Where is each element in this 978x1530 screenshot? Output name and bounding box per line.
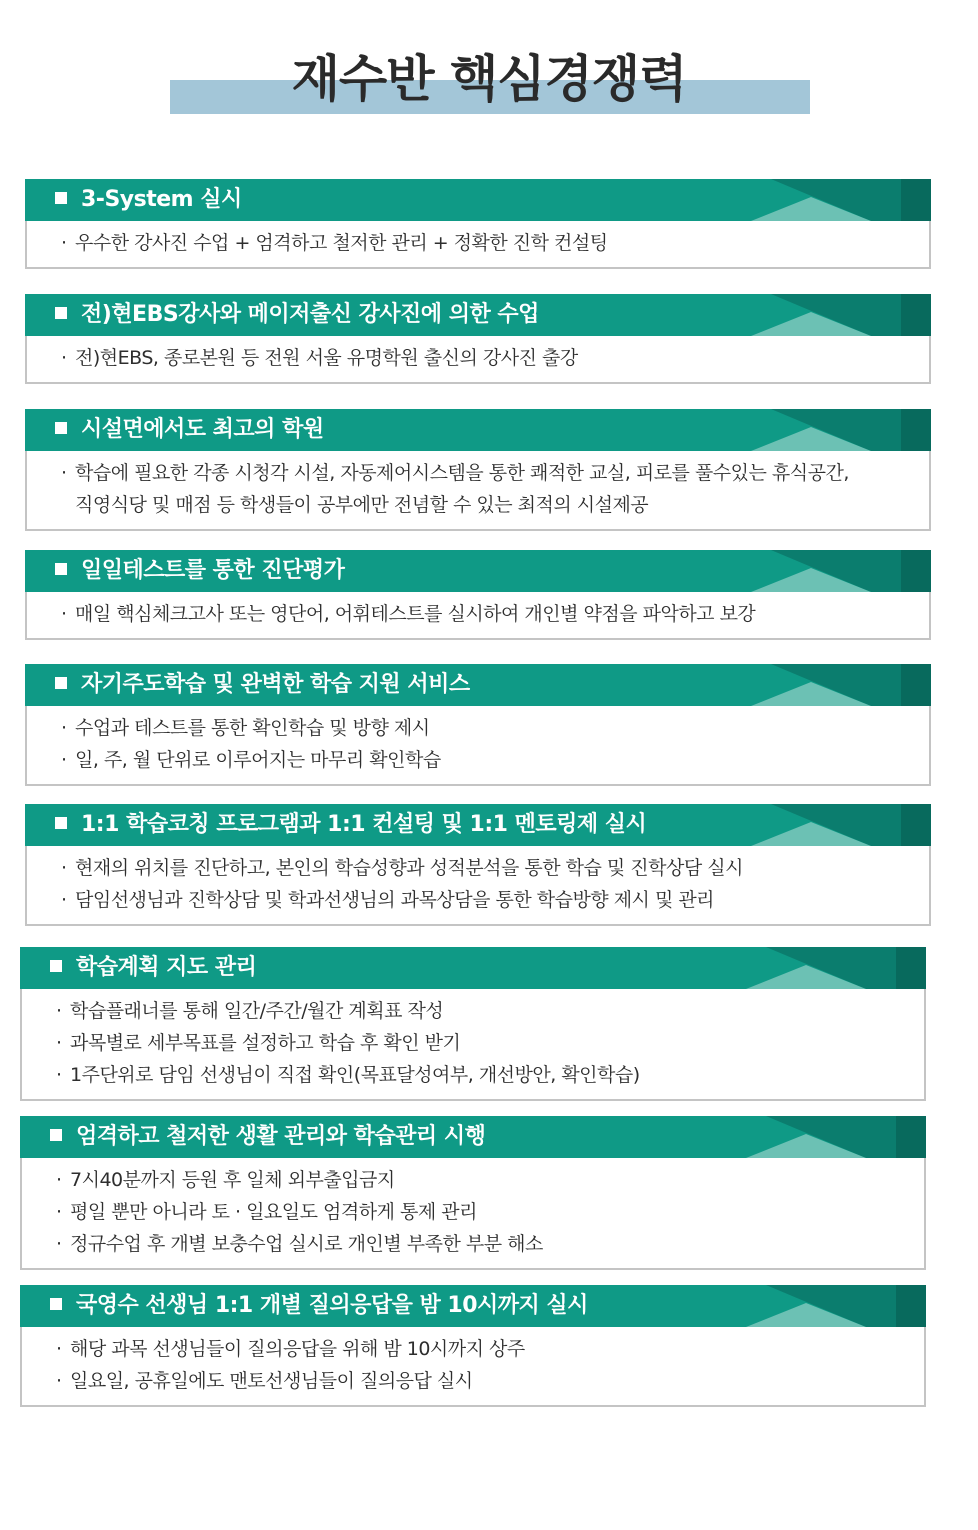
section-body <box>25 336 931 384</box>
section-header <box>25 664 931 706</box>
list-item: · 수업과 테스트를 통한 확인학습 및 방향 제시 <box>61 717 430 739</box>
page-title: 재수반 핵심경쟁력 <box>291 50 687 108</box>
section-heading: 자기주도학습 및 완벽한 학습 지원 서비스 <box>55 664 470 706</box>
section-body <box>25 221 931 269</box>
section-2 <box>25 294 931 384</box>
section-heading: 1:1 학습코칭 프로그램과 1:1 컨설팅 및 1:1 멘토링제 실시 <box>55 804 646 846</box>
header-decoration <box>751 179 931 221</box>
list-item: · 일요일, 공휴일에도 맨토선생님들이 질의응답 실시 <box>56 1370 473 1392</box>
section-9 <box>20 1285 926 1407</box>
list-item: · 해당 과목 선생님들이 질의응답을 위해 밤 10시까지 상주 <box>56 1338 525 1360</box>
section-heading: 전)현EBS강사와 메이저출신 강사진에 의한 수업 <box>55 294 539 336</box>
list-item: · 평일 뿐만 아니라 토 · 일요일도 엄격하게 통제 관리 <box>56 1201 477 1223</box>
list-item: · 학습에 필요한 각종 시청각 시설, 자동제어시스템을 통한 쾌적한 교실, 피로를 풀수있는 휴식공간, <box>61 462 849 484</box>
section-4 <box>25 550 931 640</box>
section-body <box>25 592 931 640</box>
list-item: · 7시40분까지 등원 후 일체 외부출입금지 <box>56 1169 395 1191</box>
section-1 <box>25 179 931 269</box>
section-header <box>20 947 926 989</box>
list-item: · 매일 핵심체크고사 또는 영단어, 어휘테스트를 실시하여 개인별 약점을 파악하고 보강 <box>61 603 756 625</box>
section-heading: 시설면에서도 최고의 학원 <box>55 409 324 451</box>
section-header <box>25 550 931 592</box>
section-header <box>20 1285 926 1327</box>
list-item: · 담임선생님과 진학상담 및 학과선생님의 과목상담을 통한 학습방향 제시 및 관리 <box>61 889 715 911</box>
list-item: · 학습플래너를 통해 일간/주간/월간 계획표 작성 <box>56 1000 444 1022</box>
list-item: · 과목별로 세부목표를 설정하고 학습 후 확인 받기 <box>56 1032 461 1054</box>
list-item: · 우수한 강사진 수업 + 엄격하고 철저한 관리 + 정확한 진학 컨설팅 <box>61 232 608 254</box>
list-item-continuation: 직영식당 및 매점 등 학생들이 공부에만 전념할 수 있는 최적의 시설제공 <box>75 494 649 516</box>
section-body <box>25 846 931 926</box>
header-decoration <box>751 550 931 592</box>
header-decoration <box>751 409 931 451</box>
list-item: · 전)현EBS, 종로본원 등 전원 서울 유명학원 출신의 강사진 출강 <box>61 347 578 369</box>
section-body <box>25 706 931 786</box>
section-header <box>20 1116 926 1158</box>
section-5 <box>25 664 931 786</box>
section-body <box>20 989 926 1101</box>
list-item: · 정규수업 후 개별 보충수업 실시로 개인별 부족한 부분 해소 <box>56 1233 543 1255</box>
section-body <box>20 1158 926 1270</box>
list-item: · 일, 주, 월 단위로 이루어지는 마무리 확인학습 <box>61 749 441 771</box>
section-body <box>25 451 931 531</box>
section-heading: 3-System 실시 <box>55 179 242 221</box>
section-header <box>25 294 931 336</box>
section-header <box>25 179 931 221</box>
header-decoration <box>746 947 926 989</box>
section-8 <box>20 1116 926 1270</box>
section-header <box>25 409 931 451</box>
section-3 <box>25 409 931 531</box>
section-6 <box>25 804 931 926</box>
header-decoration <box>746 1285 926 1327</box>
section-heading: 엄격하고 철저한 생활 관리와 학습관리 시행 <box>50 1116 485 1158</box>
section-heading: 일일테스트를 통한 진단평가 <box>55 550 344 592</box>
list-item: · 현재의 위치를 진단하고, 본인의 학습성향과 성적분석을 통한 학습 및 진학상담 실시 <box>61 857 743 879</box>
header-decoration <box>751 664 931 706</box>
list-item: · 1주단위로 담임 선생님이 직접 확인(목표달성여부, 개선방안, 확인학습) <box>56 1064 640 1086</box>
section-7 <box>20 947 926 1101</box>
header-decoration <box>751 804 931 846</box>
section-header <box>25 804 931 846</box>
section-body <box>20 1327 926 1407</box>
header-decoration <box>751 294 931 336</box>
section-heading: 학습계획 지도 관리 <box>50 947 256 989</box>
header-decoration <box>746 1116 926 1158</box>
section-heading: 국영수 선생님 1:1 개별 질의응답을 밤 10시까지 실시 <box>50 1285 588 1327</box>
